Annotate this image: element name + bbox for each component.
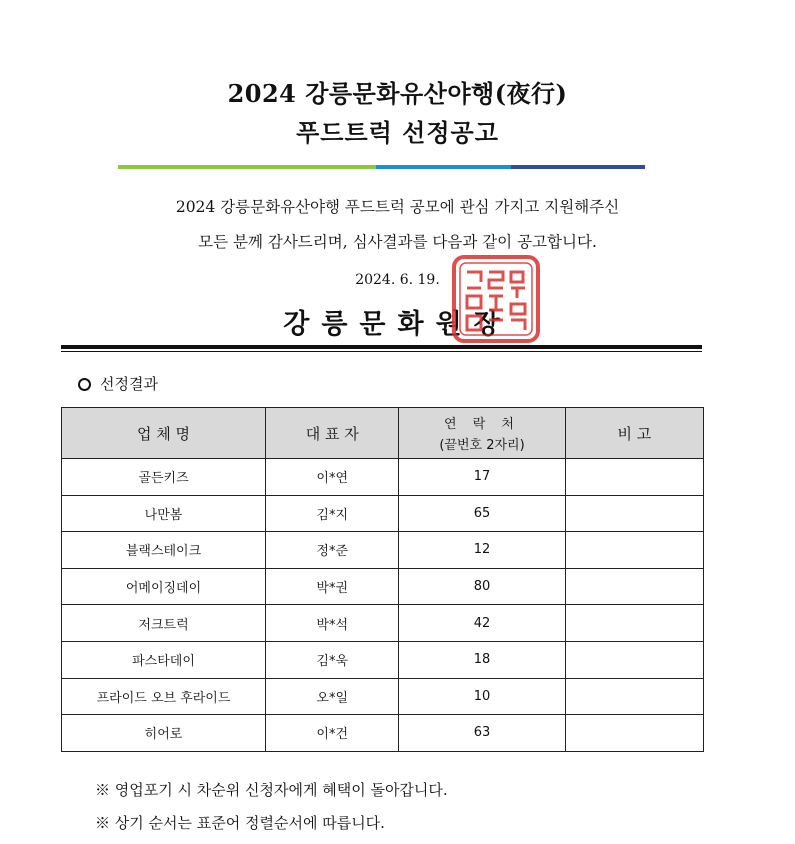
table-row [62, 459, 704, 496]
color-bar-green [118, 165, 376, 169]
table-row [62, 532, 704, 569]
cell-company: 프라이드 오브 후라이드 [62, 678, 266, 715]
cell-company: 어메이징데이 [62, 568, 266, 605]
official-seal-icon [451, 254, 541, 344]
header-rule-thick [61, 345, 702, 349]
cell-contact: 18 [399, 641, 565, 678]
note-ordering: ※ 상기 순서는 표준어 정렬순서에 따릅니다. [95, 814, 385, 832]
document-title-line2: 푸드트럭 선정공고 [296, 118, 499, 147]
table-row [62, 495, 704, 532]
cell-representative: 김*지 [266, 495, 399, 532]
table-row [62, 605, 704, 642]
cell-company: 저크트럭 [62, 605, 266, 642]
table-row [62, 678, 704, 715]
results-table [61, 407, 704, 752]
cell-remarks [565, 495, 703, 532]
cell-contact: 42 [399, 605, 565, 642]
header-contact-label: 연 락 처 [444, 417, 520, 432]
section-heading [78, 373, 158, 394]
cell-remarks [565, 605, 703, 642]
cell-remarks [565, 532, 703, 569]
cell-representative: 오*일 [266, 678, 399, 715]
table-row [62, 568, 704, 605]
cell-company: 블랙스테이크 [62, 532, 266, 569]
cell-company: 파스타데이 [62, 641, 266, 678]
cell-representative: 김*욱 [266, 641, 399, 678]
cell-remarks [565, 678, 703, 715]
table-header-row [62, 408, 704, 459]
color-bar-navy [511, 165, 645, 169]
header-rule-thin [61, 351, 702, 352]
cell-company: 나만봄 [62, 495, 266, 532]
announcement-date: 2024. 6. 19. [355, 272, 440, 288]
cell-contact: 63 [399, 715, 565, 752]
header-representative: 대 표 자 [266, 408, 399, 459]
cell-contact: 17 [399, 459, 565, 496]
cell-representative: 이*연 [266, 459, 399, 496]
decorative-color-bar [118, 165, 645, 169]
table-row [62, 641, 704, 678]
color-bar-blue [376, 165, 511, 169]
cell-company: 히어로 [62, 715, 266, 752]
intro-line-1: 2024 강릉문화유산야행 푸드트럭 공모에 관심 가지고 지원해주신 [175, 198, 620, 216]
header-contact-sub: (끝번호 2자리) [439, 438, 525, 453]
cell-contact: 10 [399, 678, 565, 715]
cell-company: 골든키즈 [62, 459, 266, 496]
header-company: 업 체 명 [62, 408, 266, 459]
note-forfeit: ※ 영업포기 시 차순위 신청자에게 혜택이 돌아갑니다. [95, 781, 448, 799]
cell-contact: 65 [399, 495, 565, 532]
cell-representative: 박*권 [266, 568, 399, 605]
cell-remarks [565, 641, 703, 678]
document-title-line1: 2024 강릉문화유산야행(夜行) [227, 79, 568, 108]
cell-representative: 박*석 [266, 605, 399, 642]
intro-line-2: 모든 분께 감사드리며, 심사결과를 다음과 같이 공고합니다. [198, 233, 597, 251]
cell-contact: 80 [399, 568, 565, 605]
cell-remarks [565, 568, 703, 605]
header-remarks: 비 고 [565, 408, 703, 459]
sender-name: 강릉문화원장 [283, 309, 512, 340]
cell-contact: 12 [399, 532, 565, 569]
circle-bullet-icon [78, 378, 91, 391]
cell-remarks [565, 459, 703, 496]
section-title: 선정결과 [100, 375, 158, 393]
table-row [62, 715, 704, 752]
cell-representative: 정*준 [266, 532, 399, 569]
cell-representative: 이*건 [266, 715, 399, 752]
cell-remarks [565, 715, 703, 752]
header-contact [399, 408, 565, 459]
